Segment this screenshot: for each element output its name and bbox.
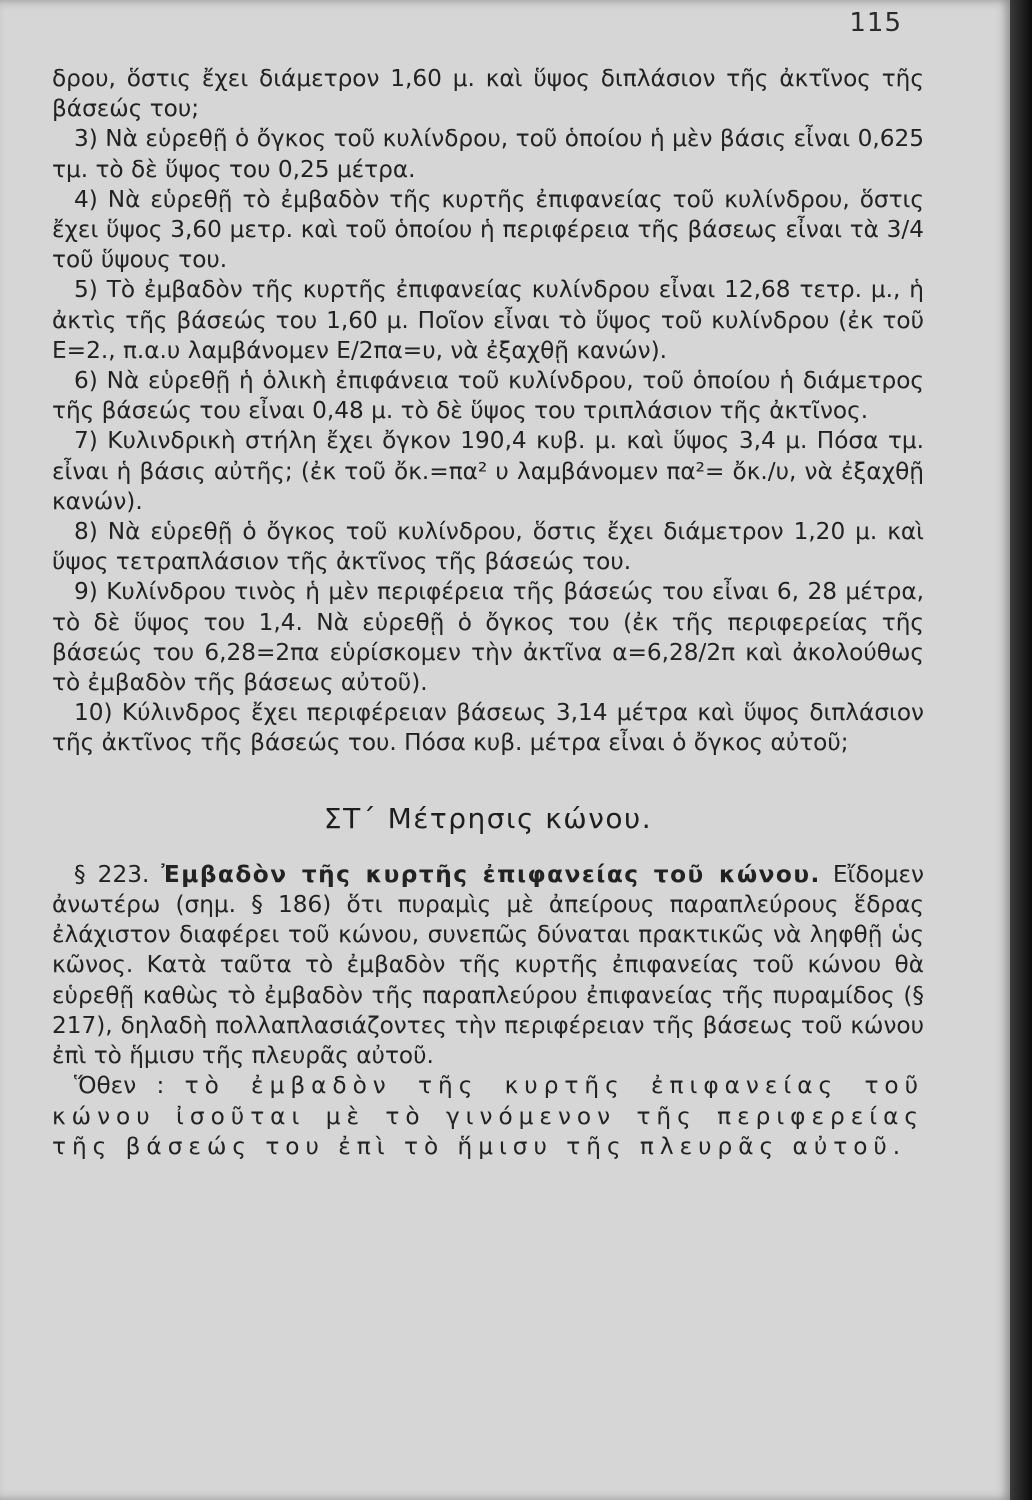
chapter-heading: ΣΤ΄ Μέτρησις κώνου.: [323, 801, 653, 835]
rule-paragraph: [52, 1071, 924, 1162]
exercise-10: 10) Κύλινδρος ἔχει περιφέρειαν βάσεως 3,14 μέτρα καὶ ὕψος διπλάσιον τῆς ἀκτῖνος τῆς βάσεώς του. Πόσα κυβ. μέτρα εἶναι ὁ ὄγκος αὐτοῦ;: [52, 699, 924, 757]
page-edge-shadow: [1010, 0, 1032, 1500]
section-body: Εἴδομεν ἀνωτέρω (σημ. § 186) ὅτι πυραμὶς μὲ ἀπείρους παραπλεύρους ἕδρας ἐλάχιστον διαφέρει τοῦ κώνου, συνεπῶς δύναται πρακτικῶς νὰ ληφθῇ ὡς κῶνος. Κατὰ ταῦτα τὸ ἐμβαδὸν τῆς κυρτῆς ἐπιφανείας τοῦ κώνου θὰ εὑρεθῇ καθὼς τὸ ἐμβαδὸν τῆς παραπλεύρου ἐπιφανείας τῆς πυραμίδος (§ 217), δηλαδὴ πολλαπλασιάζοντες τὴν περιφέρειαν τῆς βάσεως τοῦ κώνου ἐπὶ τὸ ἥμισυ τῆς πλευρᾶς αὐτοῦ.: [52, 860, 924, 1070]
exercise-6: 6) Νὰ εὑρεθῇ ἡ ὁλικὴ ἐπιφάνεια τοῦ κυλίνδρου, τοῦ ὁποίου ἡ διάμετρος τῆς βάσεώς του εἶναι 0,48 μ. τὸ δὲ ὕψος του τριπλάσιον τῆς ἀκτῖνος.: [52, 367, 924, 425]
exercise-9: 9) Κυλίνδρου τινὸς ἡ μὲν περιφέρεια τῆς βάσεώς του εἶναι 6, 28 μέτρα, τὸ δὲ ὕψος του 1,4. Νὰ εὑρεθῇ ὁ ὄγκος του (ἐκ τῆς περιφερείας τῆς βάσεώς του 6,28=2πα εὑρίσκομεν τὴν ἀκτῖνα α=6,28/2π καὶ ἀκολούθως τὸ ἐμβαδὸν τῆς βάσεως αὐτοῦ).: [52, 578, 924, 697]
exercise-8: 8) Νὰ εὑρεθῇ ὁ ὄγκος τοῦ κυλίνδρου, ὅστις ἔχει διάμετρον 1,20 μ. καὶ ὕψος τετραπλάσιον τῆς ἀκτῖνος τῆς βάσεώς του.: [52, 518, 924, 576]
section-title: Ἐμβαδὸν τῆς κυρτῆς ἐπιφανείας τοῦ κώνου.: [161, 860, 821, 888]
rule-statement: τὸ ἐμβαδὸν τῆς κυρτῆς ἐπιφανείας τοῦ κώνου ἰσοῦται μὲ τὸ γινόμενον τῆς περιφερείας τῆς βάσεώς του ἐπὶ τὸ ἥμισυ τῆς πλευρᾶς αὐτοῦ.: [52, 1072, 925, 1160]
rule-lead: Ὅθεν :: [74, 1072, 165, 1100]
exercise-3: 3) Νὰ εὑρεθῇ ὁ ὄγκος τοῦ κυλίνδρου, τοῦ ὁποίου ἡ μὲν βάσις εἶναι 0,625 τμ. τὸ δὲ ὕψος του 0,25 μέτρα.: [52, 125, 924, 183]
page-body: [52, 64, 924, 1162]
exercise-4: 4) Νὰ εὑρεθῇ τὸ ἐμβαδὸν τῆς κυρτῆς ἐπιφανείας τοῦ κυλίνδρου, ὅστις ἔχει ὕψος 3,60 μετρ. καὶ τοῦ ὁποίου ἡ περιφέρεια τῆς βάσεως εἶναι τὰ 3/4 τοῦ ὕψους του.: [52, 185, 924, 274]
continuation-paragraph: δρου, ὅστις ἔχει διάμετρον 1,60 μ. καὶ ὕψος διπλάσιον τῆς ἀκτῖνος τῆς βάσεώς του;: [52, 65, 924, 123]
exercise-5: 5) Τὸ ἐμβαδὸν τῆς κυρτῆς ἐπιφανείας κυλίνδρου εἶναι 12,68 τετρ. μ., ἡ ἀκτὶς τῆς βάσεώς του 1,60 μ. Ποῖον εἶναι τὸ ὕψος τοῦ κυλίνδρου (ἐκ τοῦ Ε=2., π.α.υ λαμβάνομεν Ε/2πα=υ, νὰ ἐξαχθῇ κανών).: [52, 276, 924, 364]
section-number: § 223.: [74, 860, 150, 888]
page-number: 115: [849, 8, 902, 38]
section-paragraph: [52, 860, 924, 1071]
exercise-7: 7) Κυλινδρικὴ στήλη ἔχει ὄγκον 190,4 κυβ. μ. καὶ ὕψος 3,4 μ. Πόσα τμ. εἶναι ἡ βάσις αὐτῆς; (ἐκ τοῦ ὄκ.=πα² υ λαμβάνομεν πα²= ὄκ./υ, νὰ ἐξαχθῇ κανών).: [52, 427, 924, 515]
